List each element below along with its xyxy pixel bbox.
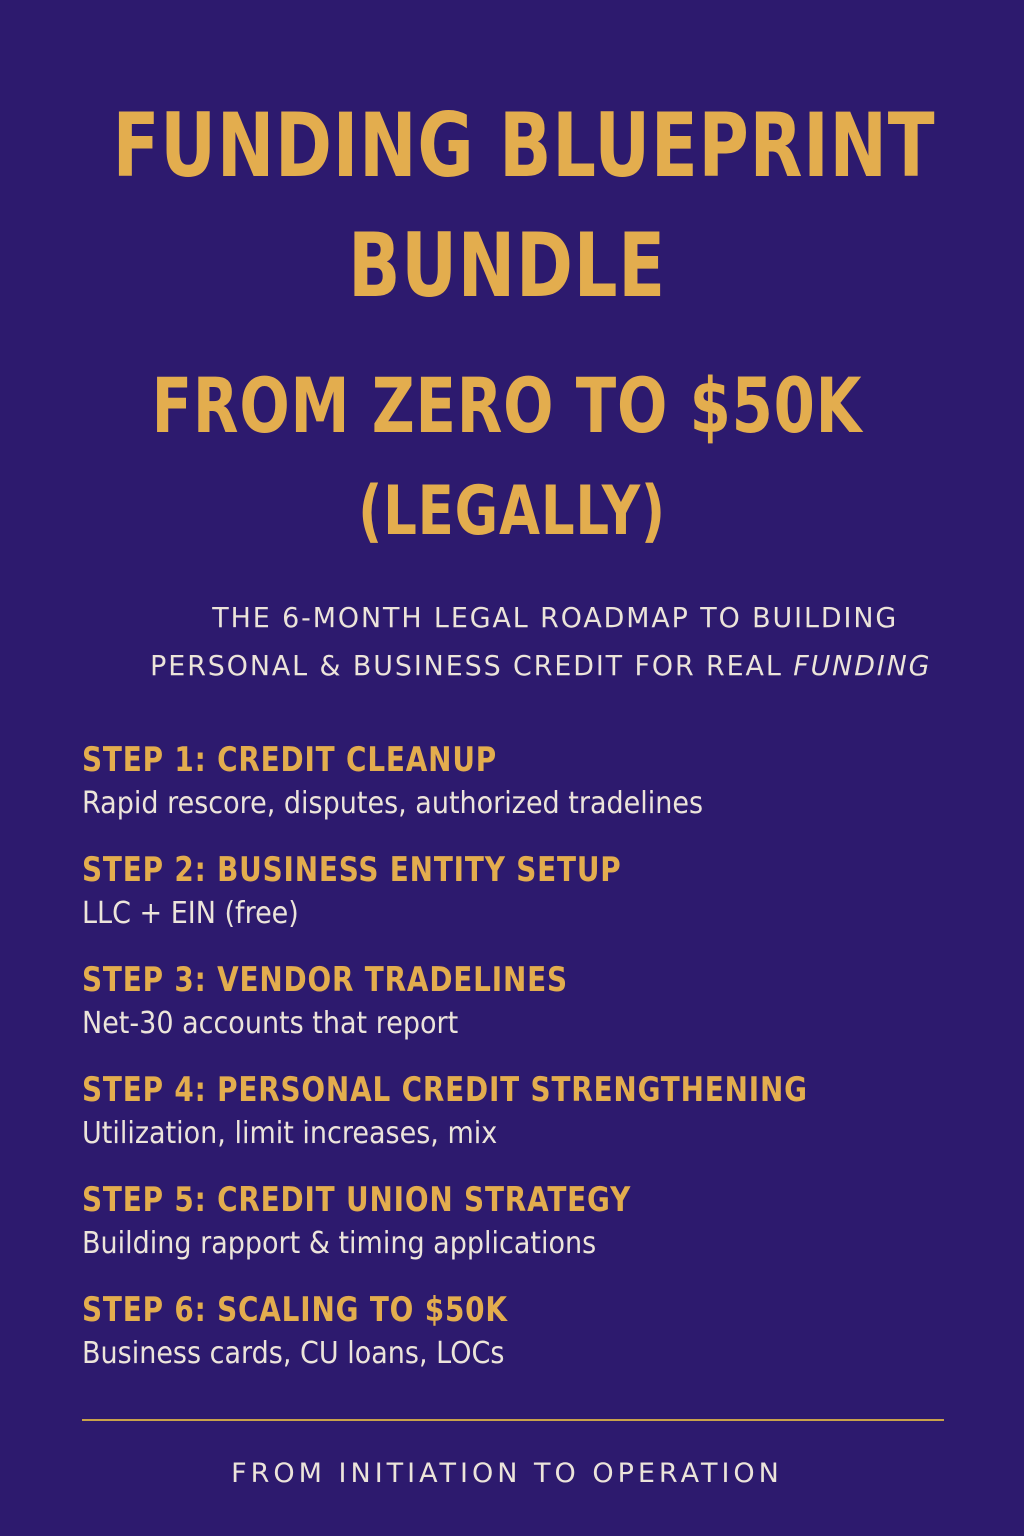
steps-list — [82, 740, 982, 1400]
title-line-4: (LEGALLY) — [358, 472, 666, 551]
step-item — [82, 1290, 982, 1400]
step-item — [82, 850, 982, 960]
subtitle-line-2-main: PERSONAL & BUSINESS CREDIT FOR REAL — [150, 649, 794, 682]
step-title: STEP 3: VENDOR TRADELINES — [82, 960, 568, 1000]
subtitle-line-2 — [20, 649, 1003, 682]
subtitle-line-1: THE 6-MONTH LEGAL ROADMAP TO BUILDING — [212, 601, 899, 634]
title-line-2: BUNDLE — [348, 214, 666, 317]
title-line-3: FROM ZERO TO $50K — [151, 361, 863, 450]
step-item — [82, 1070, 982, 1180]
step-description: Business cards, CU loans, LOCs — [82, 1336, 505, 1371]
step-title: STEP 5: CREDIT UNION STRATEGY — [82, 1180, 632, 1220]
step-title: STEP 1: CREDIT CLEANUP — [82, 740, 498, 780]
step-item — [82, 1180, 982, 1290]
title-line-1: FUNDING BLUEPRINT — [112, 94, 936, 197]
step-item — [82, 960, 982, 1070]
subtitle-emphasis: FUNDING — [793, 649, 932, 682]
step-description: Rapid rescore, disputes, authorized tradelines — [82, 786, 704, 821]
step-description: LLC + EIN (free) — [82, 896, 299, 931]
divider — [82, 1419, 944, 1421]
step-item — [82, 740, 982, 850]
step-description: Net-30 accounts that report — [82, 1006, 459, 1041]
step-title: STEP 2: BUSINESS ENTITY SETUP — [82, 850, 622, 890]
step-description: Building rapport & timing applications — [82, 1226, 597, 1261]
step-description: Utilization, limit increases, mix — [82, 1116, 498, 1151]
step-title: STEP 6: SCALING TO $50K — [82, 1290, 508, 1330]
footer-tagline: FROM INITIATION TO OPERATION — [231, 1458, 783, 1489]
step-title: STEP 4: PERSONAL CREDIT STRENGTHENING — [82, 1070, 808, 1110]
